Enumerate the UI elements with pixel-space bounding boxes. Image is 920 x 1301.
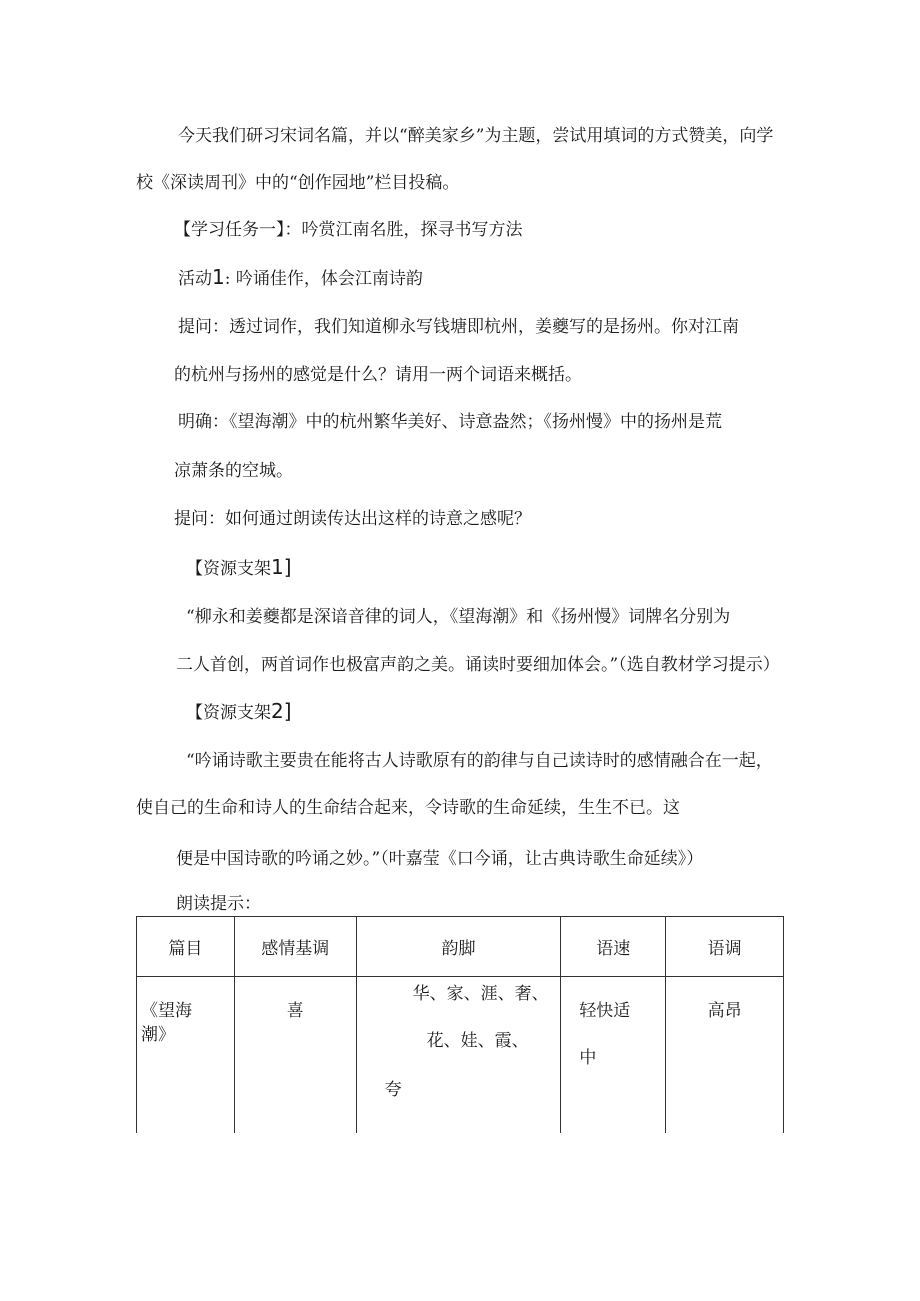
header-emotion: 感情基调 — [234, 917, 356, 977]
intro-line-2: 校《深读周刊》中的“创作园地”栏目投稿。 — [136, 173, 460, 193]
table-header-row — [137, 917, 784, 977]
tone-value: 高昂 — [707, 1001, 742, 1021]
activity-number: 1 — [212, 265, 225, 289]
title-line-1: 《望海 — [141, 1001, 192, 1021]
activity-prefix: 活动 — [178, 269, 212, 289]
answer-1-line-1: 明确：《望海潮》中的杭州繁华美好、诗意盎然；《扬州慢》中的扬州是荒 — [178, 412, 722, 432]
question-1-line-1: 提问：透过词作，我们知道柳永写钱塘即杭州，姜夔写的是扬州。你对江南 — [178, 317, 739, 337]
support-1-prefix: 【资源支架 — [186, 559, 271, 579]
header-title: 篇目 — [137, 917, 235, 977]
task-one-heading: 【学习任务一】：吟赏江南名胜，探寻书写方法 — [174, 220, 523, 240]
support-1-line-2: 二人首创，两首词作也极富声韵之美。诵读时要细加体会。”（选自教材学习提示） — [176, 655, 780, 675]
support-2-heading — [186, 700, 292, 724]
reading-tips-label: 朗读提示： — [176, 894, 261, 914]
support-2-line-3: 便是中国诗歌的吟诵之妙。”（叶嘉莹《口今诵，让古典诗歌生命延续》） — [176, 849, 704, 869]
cell-tone — [666, 977, 784, 1134]
intro-line-1: 今天我们研习宋词名篇，并以“醉美家乡”为主题，尝试用填词的方式赞美，向学 — [178, 126, 774, 146]
support-1-number: 1] — [271, 555, 292, 579]
activity-heading — [178, 266, 423, 290]
title-line-2: 潮》 — [141, 1025, 175, 1045]
header-tone: 语调 — [666, 917, 784, 977]
rhyme-line-3: 夸 — [384, 1080, 402, 1100]
support-2-number: 2] — [271, 699, 292, 723]
question-2: 提问：如何通过朗读传达出这样的诗意之感呢？ — [174, 509, 531, 529]
support-2-prefix: 【资源支架 — [186, 703, 271, 723]
cell-title — [137, 977, 235, 1134]
support-2-line-1: “吟诵诗歌主要贵在能将古人诗歌原有的韵律与自己读诗时的感情融合在一起， — [186, 751, 773, 771]
activity-title: : 吟诵佳作，体会江南诗韵 — [224, 269, 423, 289]
speed-line-2: 中 — [579, 1048, 597, 1068]
support-1-line-1: “柳永和姜夔都是深谙音律的词人，《望海潮》和《扬州慢》词牌名分别为 — [186, 607, 731, 627]
cell-rhyme — [356, 977, 561, 1134]
support-2-line-2: 使自己的生命和诗人的生命结合起来，令诗歌的生命延续，生生不已。这 — [136, 798, 680, 818]
cell-speed — [561, 977, 666, 1134]
question-1-line-2: 的杭州与扬州的感觉是什么？请用一两个词语来概括。 — [174, 365, 582, 385]
speed-line-1: 轻快适 — [579, 1001, 631, 1021]
cell-emotion — [234, 977, 356, 1134]
table-row — [137, 977, 784, 1134]
header-speed: 语速 — [561, 917, 666, 977]
support-1-heading — [186, 556, 292, 580]
emotion-value: 喜 — [286, 1001, 304, 1021]
rhyme-line-2: 花、娃、霞、 — [426, 1031, 529, 1051]
rhyme-line-1: 华、家、涯、奢、 — [412, 984, 549, 1004]
answer-1-line-2: 凉萧条的空城。 — [174, 461, 293, 481]
header-rhyme: 韵脚 — [356, 917, 561, 977]
reading-tips-table — [136, 916, 784, 1133]
